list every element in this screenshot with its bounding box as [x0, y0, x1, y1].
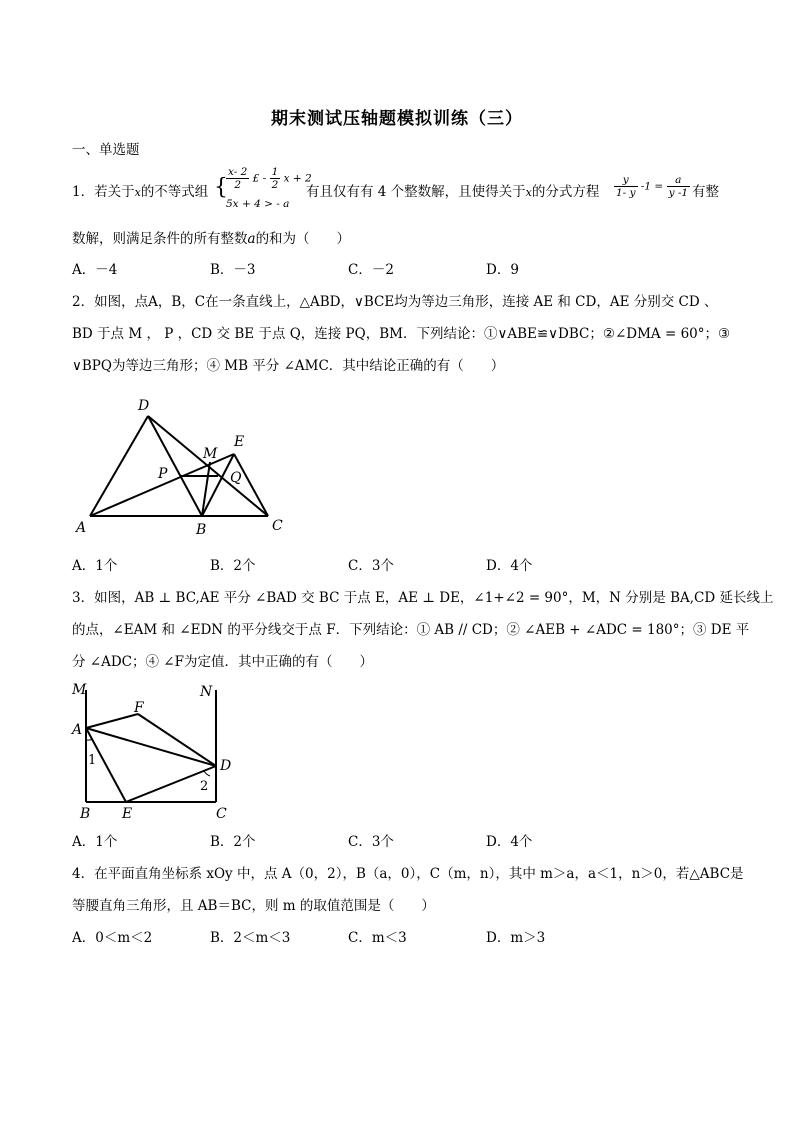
q2-line2: BD 于点 M ， P ，CD 交 BE 于点 Q，连接 PQ，BM．下列结论：①∨ABE≌∨DBC；②∠DMA = 60°；③ — [72, 326, 731, 342]
q3-option-d: D．4个 — [486, 834, 533, 850]
q1-system-row2: 5x + 4 > - a — [226, 198, 290, 210]
section-heading: 一、单选题 — [72, 142, 140, 158]
q4-line2: 等腰直角三角形，且 AB＝BC，则 m 的取值范围是（ ） — [72, 898, 435, 914]
q3-option-a: A．1个 — [72, 834, 118, 850]
q2-label-a: A — [76, 520, 87, 536]
q1-text-prefix: 1．若关于 — [72, 184, 135, 200]
q3-angle-1: 1 — [88, 753, 97, 768]
q1-option-a: A．－4 — [72, 262, 118, 278]
q1-option-c: C．－2 — [348, 262, 394, 278]
q4-option-b: B．2＜m＜3 — [210, 930, 291, 946]
q3-angle-2: 2 — [200, 779, 209, 794]
q3-label-m: M — [72, 682, 87, 698]
q1-line2: 数解，则满足条件的所有整数a的和为（ ） — [72, 231, 351, 247]
q1-line1-end: 有整 — [692, 184, 719, 200]
q3-label-d: D — [220, 758, 232, 774]
q3-label-n: N — [200, 684, 213, 700]
q2-label-b: B — [196, 522, 207, 538]
page-title: 期末测试压轴题模拟训练（三） — [271, 109, 523, 129]
q3-option-b: B．2个 — [210, 834, 256, 850]
q1-line1 — [72, 182, 208, 203]
q3-label-e: E — [122, 806, 133, 822]
q1-system-row1: $\frac{x- 2}{2}$ £ - $\frac{1}{2}$ x + 2 — [228, 166, 312, 191]
q1-var-x: x — [134, 186, 141, 199]
q4-line1: 4．在平面直角坐标系 xOy 中，点 A（0，2），B（a，0），C（m，n），其中 m＞a，a＜1，n＞0，若△ABC是 — [72, 866, 744, 882]
q4-option-a: A．0＜m＜2 — [72, 930, 153, 946]
q3-line1: 3．如图，AB ⊥ BC,AE 平分 ∠BAD 交 BC 于点 E，AE ⊥ DE，∠1+∠2 = 90°，M，N 分别是 BA,CD 延长线上 — [72, 590, 774, 606]
q3-line3: 分 ∠ADC；④ ∠F为定值．其中正确的有（ ） — [72, 654, 373, 670]
q3-label-c: C — [216, 806, 227, 822]
q1-option-d: D．9 — [486, 262, 519, 278]
q2-label-e: E — [234, 434, 245, 450]
q2-label-p: P — [158, 466, 168, 482]
q2-option-a: A．1个 — [72, 558, 118, 574]
q2-label-c: C — [272, 518, 283, 534]
q2-label-q: Q — [230, 470, 242, 486]
q2-option-c: C．3个 — [348, 558, 394, 574]
q2-option-b: B．2个 — [210, 558, 256, 574]
q1-system-brace: { — [214, 175, 228, 200]
q2-label-d: D — [138, 398, 150, 414]
q1-text-mid1: 的不等式组 — [140, 184, 209, 200]
q2-label-m: M — [203, 446, 218, 462]
q3-option-c: C．3个 — [348, 834, 394, 850]
q1-line1-cont: 有且仅有有 4 个整数解，且使得关于x的分式方程 — [306, 184, 600, 200]
q3-line2: 的点，∠EAM 和 ∠EDN 的平分线交于点 F．下列结论：① AB // CD；② ∠AEB + ∠ADC = 180°；③ DE 平 — [72, 622, 750, 638]
q2-line1: 2．如图，点A，B，C在一条直线上，△ABD，∨BCE均为等边三角形，连接 AE 和 CD，AE 分别交 CD 、 — [72, 294, 718, 310]
q4-option-c: C．m＜3 — [348, 930, 407, 946]
q2-option-d: D．4个 — [486, 558, 533, 574]
q3-label-f: F — [134, 700, 144, 716]
q4-option-d: D．m＞3 — [486, 930, 546, 946]
q3-label-b: B — [80, 806, 91, 822]
q3-label-a: A — [72, 722, 83, 738]
q3-figure — [68, 680, 248, 822]
q2-line3: ∨BPQ为等边三角形；④ MB 平分 ∠AMC．其中结论正确的有（ ） — [72, 358, 505, 374]
q1-option-b: B．－3 — [210, 262, 256, 278]
q1-fraction-equation: $\frac{y}{1- y}$ -1 = $\frac{a}{y -1}$ — [616, 174, 689, 199]
q2-figure — [72, 392, 292, 542]
